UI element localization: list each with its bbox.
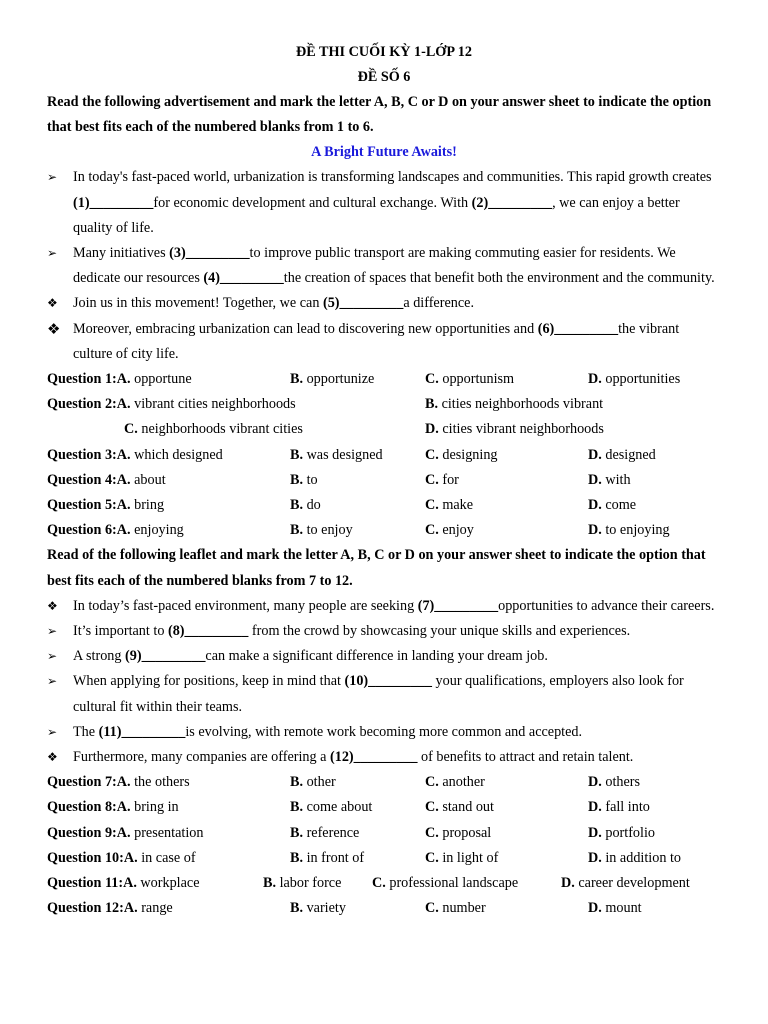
advertisement-title: A Bright Future Awaits! bbox=[311, 144, 457, 161]
blank-1: (1)_________ bbox=[73, 194, 154, 211]
option-a: bring bbox=[134, 496, 165, 513]
option-c: in light of bbox=[442, 849, 499, 866]
paragraph-1: ➢ In today's fast-paced world, urbanization is transforming landscapes and communities. This rapid growth creates (1)_________for economic development and cultural exchange. With (2)_________, we can enjoy a better quality of life. bbox=[47, 165, 721, 241]
option-d: with bbox=[605, 471, 631, 488]
arrow-bullet-icon: ➢ bbox=[47, 246, 58, 261]
option-c: enjoy bbox=[442, 522, 474, 539]
arrow-bullet-icon: ➢ bbox=[47, 170, 58, 185]
option-b: come about bbox=[306, 799, 373, 816]
exam-number: ĐỀ SỐ 6 bbox=[357, 69, 411, 85]
option-c: stand out bbox=[442, 799, 494, 816]
option-d: fall into bbox=[605, 799, 650, 816]
option-b: other bbox=[306, 774, 336, 791]
question-12: Question 12:A. range B. variety C. number D. mount bbox=[47, 900, 642, 917]
option-b: to enjoy bbox=[306, 522, 353, 539]
option-d: mount bbox=[605, 900, 642, 917]
option-d: opportunities bbox=[605, 371, 681, 388]
paragraph-7: ➢ A strong (9)_________can make a significant difference in landing your dream job. bbox=[47, 644, 721, 669]
option-c: make bbox=[442, 496, 474, 513]
option-d: designed bbox=[605, 446, 656, 463]
question-6: Question 6:A. enjoying B. to enjoy C. enjoy D. to enjoying bbox=[47, 522, 670, 539]
option-a: vibrant cities neighborhoods bbox=[134, 396, 296, 413]
option-b: variety bbox=[306, 900, 346, 917]
option-d: career development bbox=[578, 874, 690, 891]
paragraph-3: ❖ Join us in this movement! Together, we can (5)_________a difference. bbox=[47, 291, 721, 316]
option-d: in addition to bbox=[605, 849, 682, 866]
option-c: another bbox=[442, 774, 485, 791]
paragraph-4: ❖ Moreover, embracing urbanization can lead to discovering new opportunities and (6)_________the vibrant culture of city life. bbox=[47, 317, 721, 367]
section2-instruction: Read of the following leaflet and mark the letter A, B, C or D on your answer sheet to indicate the option that best fits each of the numbered blanks from 7 to 12. bbox=[47, 547, 706, 589]
blank-2: (2)_________ bbox=[471, 194, 553, 211]
diamond-bullet-icon: ❖ bbox=[47, 749, 58, 764]
diamond-bullet-icon: ❖ bbox=[47, 296, 58, 311]
option-b: in front of bbox=[306, 849, 365, 866]
question-2: Question 2:A. vibrant cities neighborhoods B. cities neighborhoods vibrant bbox=[47, 396, 604, 413]
option-d: cities vibrant neighborhoods bbox=[442, 421, 604, 438]
option-c: number bbox=[442, 900, 486, 917]
paragraph-8: ➢ When applying for positions, keep in mind that (10)_________ your qualifications, employers also look for cultural fit within their teams. bbox=[47, 669, 721, 719]
option-b: labor force bbox=[279, 874, 342, 891]
option-b: opportunize bbox=[306, 371, 375, 388]
question-3: Question 3:A. which designed B. was designed C. designing D. designed bbox=[47, 446, 656, 463]
option-d: others bbox=[605, 774, 641, 791]
blank-4: (4)_________ bbox=[203, 270, 284, 287]
option-d: come bbox=[605, 496, 637, 513]
blank-8: (8)_________ bbox=[167, 622, 249, 639]
option-b: reference bbox=[306, 824, 360, 841]
option-c: for bbox=[442, 471, 459, 488]
option-a: about bbox=[134, 471, 166, 488]
option-a: bring in bbox=[134, 799, 179, 816]
arrow-bullet-icon: ➢ bbox=[47, 724, 58, 739]
diamond-bullet-icon: ❖ bbox=[47, 319, 61, 338]
arrow-bullet-icon: ➢ bbox=[47, 623, 58, 638]
option-b: cities neighborhoods vibrant bbox=[441, 396, 604, 413]
option-a: the others bbox=[134, 774, 190, 791]
arrow-bullet-icon: ➢ bbox=[47, 674, 58, 689]
question-7: Question 7:A. the others B. other C. another D. others bbox=[47, 774, 641, 791]
blank-7: (7)_________ bbox=[417, 597, 499, 614]
question-11: Question 11:A. workplace B. labor force C. professional landscape D. career development bbox=[47, 874, 690, 891]
paragraph-6: ➢ It’s important to (8)_________ from the crowd by showcasing your unique skills and experiences. bbox=[47, 619, 721, 644]
blank-12: (12)_________ bbox=[330, 748, 418, 765]
paragraph-9: ➢ The (11)_________is evolving, with remote work becoming more common and accepted. bbox=[47, 720, 721, 745]
question-8: Question 8:A. bring in B. come about C. stand out D. fall into bbox=[47, 799, 650, 816]
blank-6: (6)_________ bbox=[537, 320, 619, 337]
paragraph-10: ❖ Furthermore, many companies are offering a (12)_________ of benefits to attract and retain talent. bbox=[47, 745, 721, 770]
paragraph-2: ➢ Many initiatives (3)_________to improve public transport are making commuting easier for residents. We dedicate our resources (4)_________the creation of spaces that benefit both the environment and the community. bbox=[47, 241, 721, 291]
option-d: portfolio bbox=[605, 824, 655, 841]
question-5: Question 5:A. bring B. do C. make D. come bbox=[47, 496, 637, 513]
option-a: opportune bbox=[134, 371, 192, 388]
paragraph-5: ❖ In today’s fast-paced environment, many people are seeking (7)_________opportunities to advance their careers. bbox=[47, 594, 721, 619]
question-9: Question 9:A. presentation B. reference C. proposal D. portfolio bbox=[47, 824, 655, 841]
option-a: presentation bbox=[134, 824, 204, 841]
option-c: proposal bbox=[442, 824, 492, 841]
option-a: range bbox=[141, 900, 173, 917]
question-1: Question 1:A. opportune B. opportunize C. opportunism D. opportunities bbox=[47, 371, 681, 388]
blank-10: (10)_________ bbox=[344, 673, 432, 690]
exam-page bbox=[47, 40, 721, 921]
option-a: which designed bbox=[134, 446, 223, 463]
blank-3: (3)_________ bbox=[169, 245, 250, 262]
question-4: Question 4:A. about B. to C. for D. with bbox=[47, 471, 631, 488]
option-c: neighborhoods vibrant cities bbox=[141, 421, 303, 438]
blank-5: (5)_________ bbox=[322, 295, 404, 312]
option-c: designing bbox=[442, 446, 498, 463]
option-c: opportunism bbox=[442, 371, 515, 388]
exam-title: ĐỀ THI CUỐI KỲ 1-LỚP 12 bbox=[296, 44, 472, 60]
option-a: in case of bbox=[141, 849, 196, 866]
option-d: to enjoying bbox=[605, 522, 670, 539]
option-b: do bbox=[306, 496, 321, 513]
diamond-bullet-icon: ❖ bbox=[47, 598, 58, 613]
option-c: professional landscape bbox=[389, 874, 519, 891]
option-b: to bbox=[306, 471, 318, 488]
option-b: was designed bbox=[306, 446, 383, 463]
option-a: workplace bbox=[140, 874, 200, 891]
section1-instruction: Read the following advertisement and mark the letter A, B, C or D on your answer sheet to indicate the option that best fits each of the numbered blanks from 1 to 6. bbox=[47, 94, 712, 136]
option-a: enjoying bbox=[134, 522, 184, 539]
blank-9: (9)_________ bbox=[125, 648, 206, 665]
arrow-bullet-icon: ➢ bbox=[47, 649, 58, 664]
blank-11: (11)_________ bbox=[98, 723, 186, 740]
question-2-row-2: C. neighborhoods vibrant cities D. cities vibrant neighborhoods bbox=[124, 421, 604, 438]
question-10: Question 10:A. in case of B. in front of C. in light of D. in addition to bbox=[47, 849, 682, 866]
